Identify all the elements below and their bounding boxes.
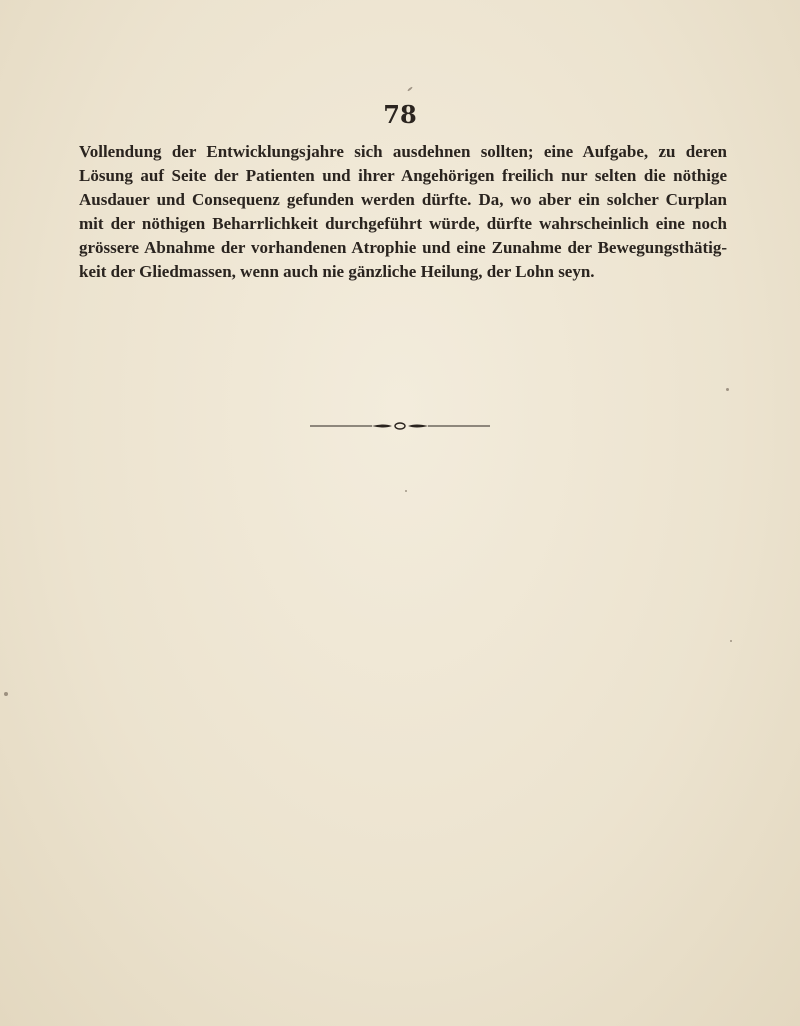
text-line: Vollendung der Entwicklungsjahre sich ausdehnen sollten; eine Aufgabe, zu deren [79, 142, 727, 161]
page-number: 78 [383, 100, 417, 129]
ink-speck [730, 640, 732, 642]
text-line: mit der nöthigen Beharrlichkeit durchgeführt würde, dürfte wahrscheinlich eine noch [79, 214, 727, 233]
ink-speck [405, 490, 407, 492]
ink-speck [407, 86, 413, 91]
ink-speck [4, 692, 8, 696]
body-paragraph [79, 140, 727, 284]
text-line: keit der Gliedmassen, wenn auch nie gänzliche Heilung, der Lohn seyn. [79, 262, 595, 281]
text-line: Lösung auf Seite der Patienten und ihrer Angehörigen freilich nur selten die nöthige [79, 166, 727, 185]
text-line: grössere Abnahme der vorhandenen Atrophie und eine Zunahme der Bewegungsthätig- [79, 238, 727, 257]
ink-speck [726, 388, 729, 391]
ornament-divider [310, 420, 490, 432]
text-line: Ausdauer und Consequenz gefunden werden dürfte. Da, wo aber ein solcher Curplan [79, 190, 727, 209]
